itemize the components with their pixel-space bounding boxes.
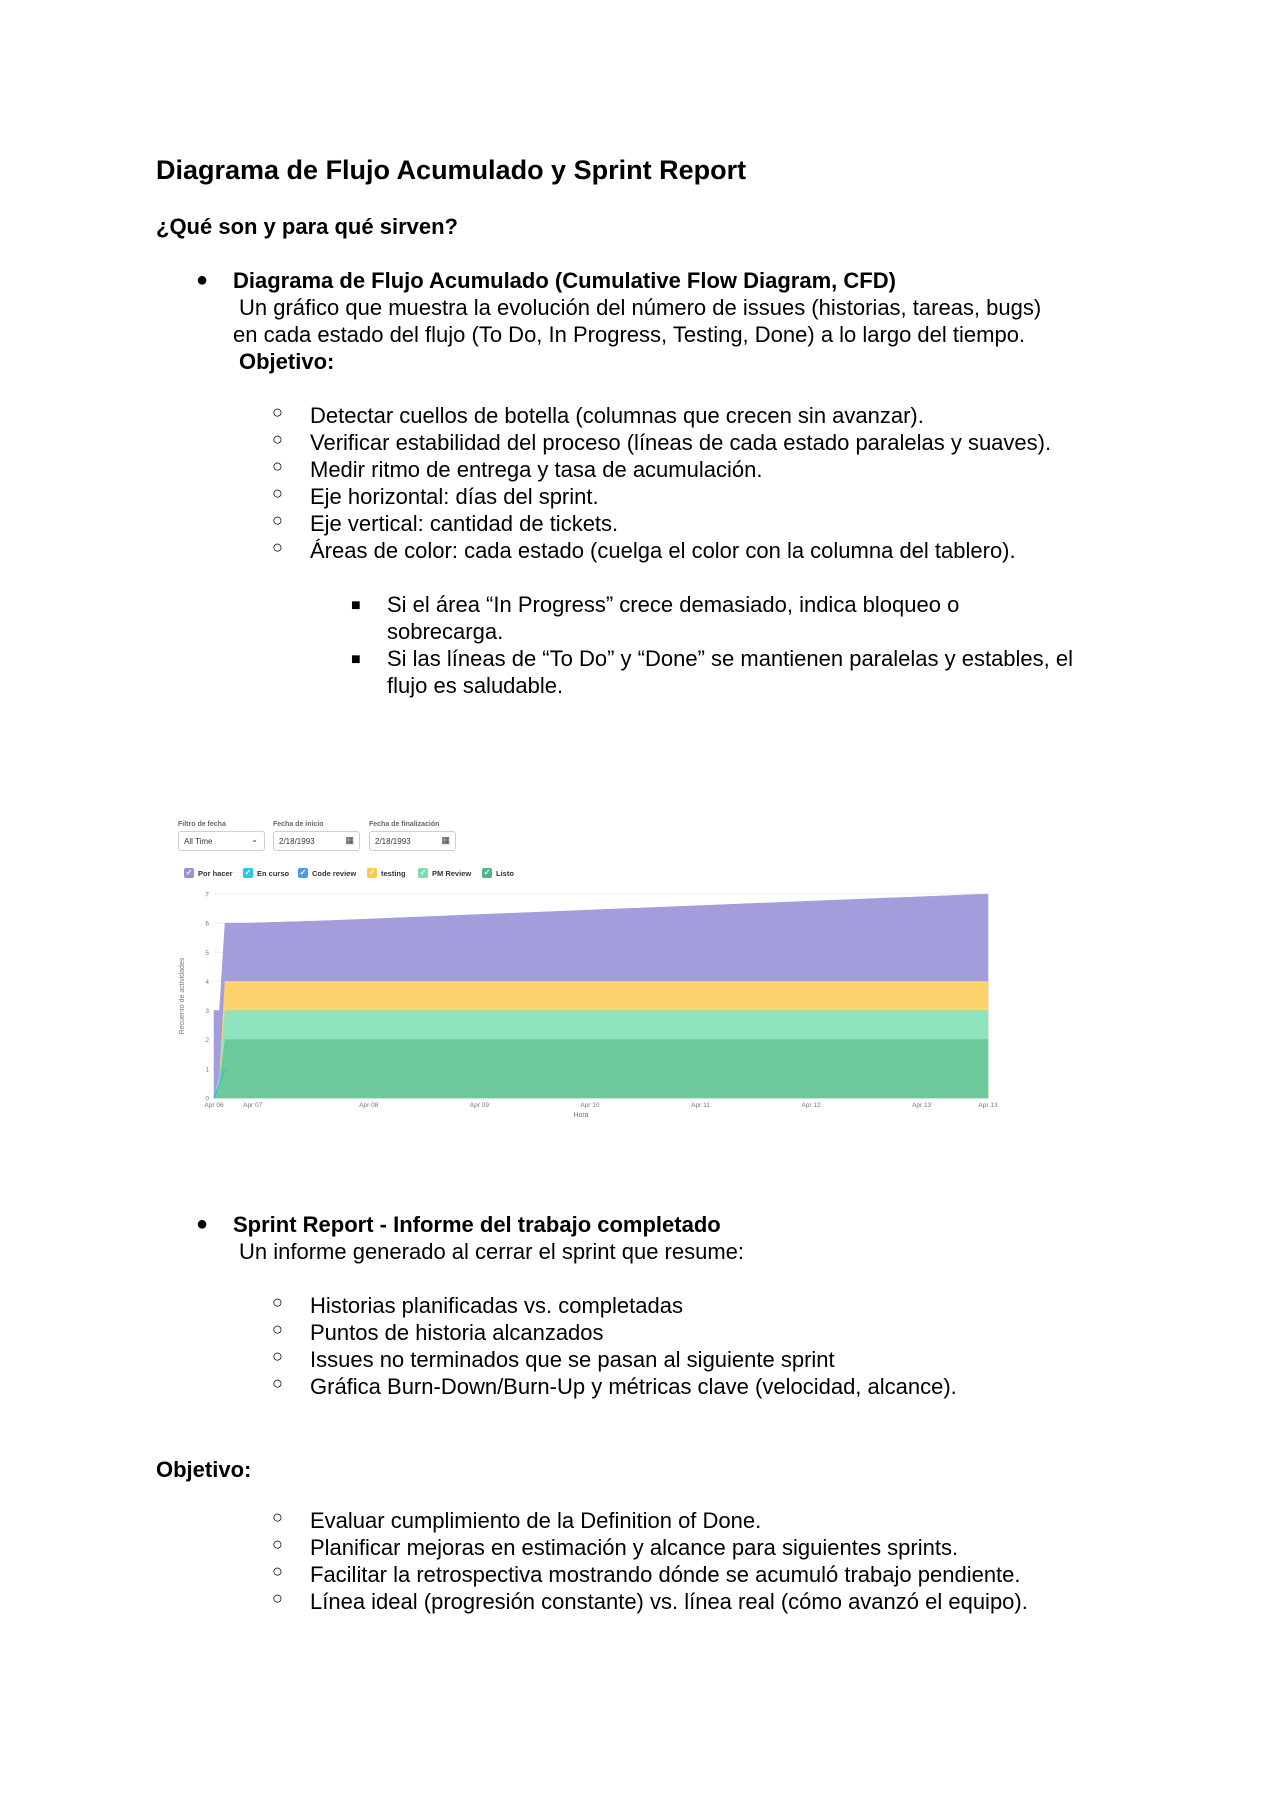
- list-item: Puntos de historia alcanzados: [310, 1320, 604, 1345]
- bullet-icon: ●: [196, 269, 209, 291]
- legend-label: PM Review: [432, 868, 472, 878]
- end-date-value: 2/18/1993: [375, 837, 411, 846]
- legend-label: En curso: [257, 868, 290, 878]
- circle-bullet-icon: ○: [272, 1292, 283, 1312]
- chevron-down-icon: ⌄: [251, 835, 258, 844]
- legend-label: Code review: [312, 868, 357, 878]
- circle-bullet-icon: ○: [272, 402, 283, 422]
- circle-bullet-icon: ○: [272, 510, 283, 530]
- list-item: Evaluar cumplimiento de la Definition of Done.: [310, 1508, 762, 1533]
- list-item: Áreas de color: cada estado (cuelga el color con la columna del tablero).: [310, 538, 1016, 563]
- y-tick-label: 0: [205, 1095, 209, 1103]
- checkbox-icon: ✓: [368, 868, 376, 877]
- bullet-icon: ●: [196, 1213, 209, 1235]
- circle-bullet-icon: ○: [272, 1319, 283, 1339]
- cfd-heading: Diagrama de Flujo Acumulado (Cumulative Flow Diagram, CFD): [233, 268, 896, 293]
- x-tick-label: Apr 11: [691, 1102, 710, 1109]
- list-item: Si las líneas de “To Do” y “Done” se mantienen paralelas y estables, el: [387, 646, 1074, 671]
- circle-bullet-icon: ○: [272, 456, 283, 476]
- legend-label: Listo: [496, 868, 514, 878]
- checkbox-icon: ✓: [185, 868, 193, 877]
- list-item: Detectar cuellos de botella (columnas que crecen sin avanzar).: [310, 403, 924, 428]
- x-tick-label: Apr 13: [978, 1102, 998, 1109]
- cfd-chart: [162, 806, 1002, 1154]
- y-tick-label: 7: [205, 891, 209, 899]
- x-tick-label: Apr 07: [243, 1102, 263, 1109]
- x-tick-label: Apr 08: [359, 1102, 379, 1109]
- page-subtitle: ¿Qué son y para qué sirven?: [156, 214, 458, 239]
- cfd-objective-label: Objetivo:: [239, 349, 335, 374]
- y-tick-label: 5: [205, 949, 209, 957]
- x-tick-label: Apr 10: [580, 1102, 600, 1109]
- circle-bullet-icon: ○: [272, 483, 283, 503]
- date-filter-label: Filtro de fecha: [178, 821, 226, 828]
- x-tick-label: Apr 09: [469, 1102, 489, 1109]
- list-item: Verificar estabilidad del proceso (líneas de cada estado paralelas y suaves).: [310, 430, 1052, 455]
- circle-bullet-icon: ○: [272, 1561, 283, 1581]
- start-date-label: Fecha de inicio: [273, 821, 324, 828]
- circle-bullet-icon: ○: [272, 1346, 283, 1366]
- end-date-label: Fecha de finalización: [369, 821, 440, 828]
- list-item: Medir ritmo de entrega y tasa de acumulación.: [310, 457, 763, 482]
- checkbox-icon: ✓: [419, 868, 427, 877]
- square-bullet-icon: ■: [351, 597, 361, 614]
- y-tick-label: 1: [205, 1066, 209, 1074]
- y-tick-label: 2: [205, 1037, 209, 1045]
- legend-label: testing: [381, 868, 406, 878]
- circle-bullet-icon: ○: [272, 1588, 283, 1608]
- checkbox-icon: ✓: [244, 868, 252, 877]
- list-item: Gráfica Burn-Down/Burn-Up y métricas clave (velocidad, alcance).: [310, 1374, 957, 1399]
- checkbox-icon: ✓: [483, 868, 491, 877]
- date-filter-value: All Time: [184, 837, 213, 846]
- list-item: Eje horizontal: días del sprint.: [310, 484, 599, 509]
- legend-label: Por hacer: [198, 868, 233, 878]
- x-axis-label: Hora: [573, 1112, 589, 1119]
- start-date-value: 2/18/1993: [279, 837, 315, 846]
- circle-bullet-icon: ○: [272, 537, 283, 557]
- calendar-icon: ▦: [441, 835, 450, 845]
- list-item: Si el área “In Progress” crece demasiado, indica bloqueo o: [387, 592, 960, 617]
- sprint-heading: Sprint Report - Informe del trabajo completado: [233, 1212, 721, 1237]
- list-item: Historias planificadas vs. completadas: [310, 1293, 683, 1318]
- calendar-icon: ▦: [345, 835, 354, 845]
- square-bullet-icon: ■: [351, 651, 361, 668]
- circle-bullet-icon: ○: [272, 1373, 283, 1393]
- y-tick-label: 4: [205, 978, 209, 986]
- list-item: Facilitar la retrospectiva mostrando dónde se acumuló trabajo pendiente.: [310, 1562, 1021, 1587]
- cfd-description-line2: en cada estado del flujo (To Do, In Progress, Testing, Done) a lo largo del tiempo.: [233, 322, 1026, 347]
- circle-bullet-icon: ○: [272, 1534, 283, 1554]
- x-tick-label: Apr 12: [801, 1102, 821, 1109]
- y-axis-label: Recuento de actividades: [179, 957, 186, 1035]
- list-item: sobrecarga.: [387, 619, 504, 644]
- sprint-description: Un informe generado al cerrar el sprint que resume:: [239, 1239, 745, 1264]
- circle-bullet-icon: ○: [272, 1507, 283, 1527]
- list-item: Issues no terminados que se pasan al siguiente sprint: [310, 1347, 835, 1372]
- list-item: flujo es saludable.: [387, 673, 564, 698]
- y-tick-label: 6: [205, 920, 209, 928]
- area-listo: [214, 1040, 988, 1098]
- x-tick-label: Apr 06: [204, 1102, 224, 1109]
- list-item: Eje vertical: cantidad de tickets.: [310, 511, 619, 536]
- page-title: Diagrama de Flujo Acumulado y Sprint Report: [156, 155, 747, 185]
- checkbox-icon: ✓: [299, 868, 307, 877]
- y-tick-label: 3: [205, 1008, 209, 1016]
- cfd-description-line1: Un gráfico que muestra la evolución del número de issues (historias, tareas, bugs): [239, 295, 1042, 320]
- x-tick-label: Apr 13: [912, 1102, 932, 1109]
- list-item: Línea ideal (progresión constante) vs. línea real (cómo avanzó el equipo).: [310, 1589, 1028, 1614]
- cfd-chart-widget: [162, 806, 1002, 1154]
- objective-label: Objetivo:: [156, 1457, 252, 1482]
- circle-bullet-icon: ○: [272, 429, 283, 449]
- list-item: Planificar mejoras en estimación y alcance para siguientes sprints.: [310, 1535, 959, 1560]
